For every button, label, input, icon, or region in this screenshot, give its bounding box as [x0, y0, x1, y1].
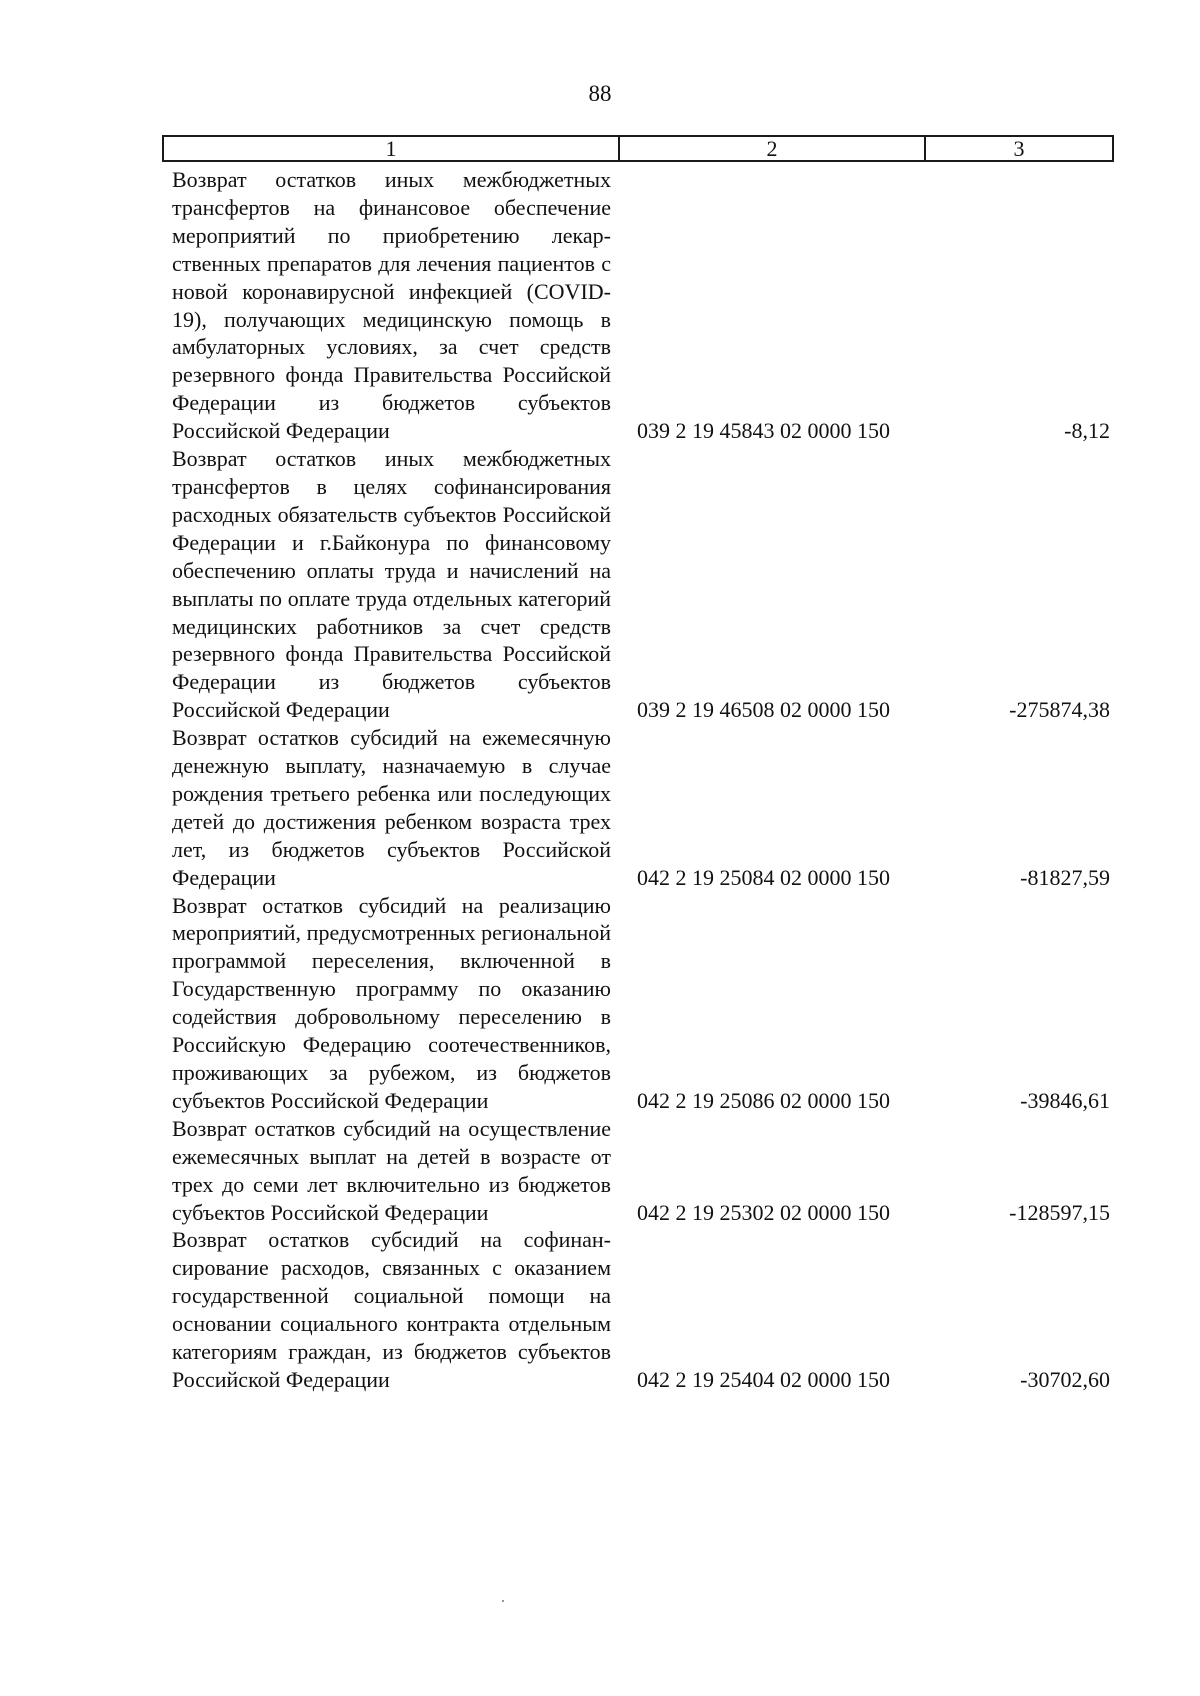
table-row	[162, 1226, 1114, 1393]
table-row	[162, 1115, 1114, 1227]
row-amount: -275874,38	[1009, 697, 1110, 723]
row-description: Возврат остатков субсидий на осуществление ежемесячных выплат на детей в возрасте от трех до семи лет включительно из бюджетов субъектов Российской Федерации	[172, 1115, 611, 1225]
row-amount: -8,12	[1064, 418, 1110, 444]
row-amount: -39846,61	[1020, 1087, 1110, 1113]
column-header-row	[162, 135, 1114, 162]
row-description: Возврат остатков субсидий на софинансирование расходов, связанных с оказанием государственной социальной помощи на основании социального контракта отдельным категориям граждан, из бюджетов субъектов Российской Федерации	[172, 1227, 611, 1392]
row-budget-code: 042 2 19 25084 02 0000 150	[637, 864, 890, 890]
row-amount: -81827,59	[1020, 864, 1110, 890]
row-description: Возврат остатков иных межбюджетных трансфертов на финансовое обеспечение мероприятий по приобретению лекарственных препаратов для лечения пациентов с новой коронавирусной инфекцией (COVID-19), получающих медицинскую помощь в амбулаторных условиях, за счет средств резервного фонда Правительства Российской Федерации из бюджетов субъектов Российской Федерации	[172, 167, 611, 444]
column-header-1: 1	[164, 137, 620, 160]
row-budget-code: 039 2 19 45843 02 0000 150	[637, 418, 890, 444]
row-amount: -128597,15	[1009, 1199, 1110, 1225]
table-row	[162, 724, 1114, 891]
row-budget-code: 042 2 19 25086 02 0000 150	[637, 1087, 890, 1113]
budget-table-body	[162, 166, 1114, 1394]
table-row	[162, 445, 1114, 724]
page-number: 88	[588, 81, 612, 106]
row-budget-code: 042 2 19 25404 02 0000 150	[637, 1366, 890, 1392]
row-description: Возврат остатков субсидий на ежемесячную денежную выплату, назначаемую в случае рождения третьего ребенка или последующих детей до достижения ребенком возраста трех лет, из бюджетов субъектов Российской Федерации	[172, 725, 611, 890]
column-header-2: 2	[620, 137, 926, 160]
row-budget-code: 039 2 19 46508 02 0000 150	[637, 697, 890, 723]
row-description: Возврат остатков субсидий на реализацию мероприятий, предусмотренных региональной программой переселения, включенной в Государственную программу по оказанию содействия добровольному переселению в Российскую Федерацию соотечественников, проживающих за рубежом, из бюджетов субъектов Российской Федерации	[172, 892, 611, 1113]
row-budget-code: 042 2 19 25302 02 0000 150	[637, 1199, 890, 1225]
row-amount: -30702,60	[1020, 1366, 1110, 1392]
table-row	[162, 892, 1114, 1115]
row-description: Возврат остатков иных межбюджетных трансфертов в целях софинансирования расходных обязательств субъектов Российской Федерации и г.Байконура по финансовому обеспечению оплаты труда и начислений на выплаты по оплате труда отдельных категорий медицинских работников за счет средств резервного фонда Правительства Российской Федерации из бюджетов субъектов Российской Федерации	[172, 446, 611, 723]
scan-speck	[502, 1600, 504, 1602]
table-row	[162, 166, 1114, 445]
column-header-3: 3	[1013, 136, 1025, 161]
